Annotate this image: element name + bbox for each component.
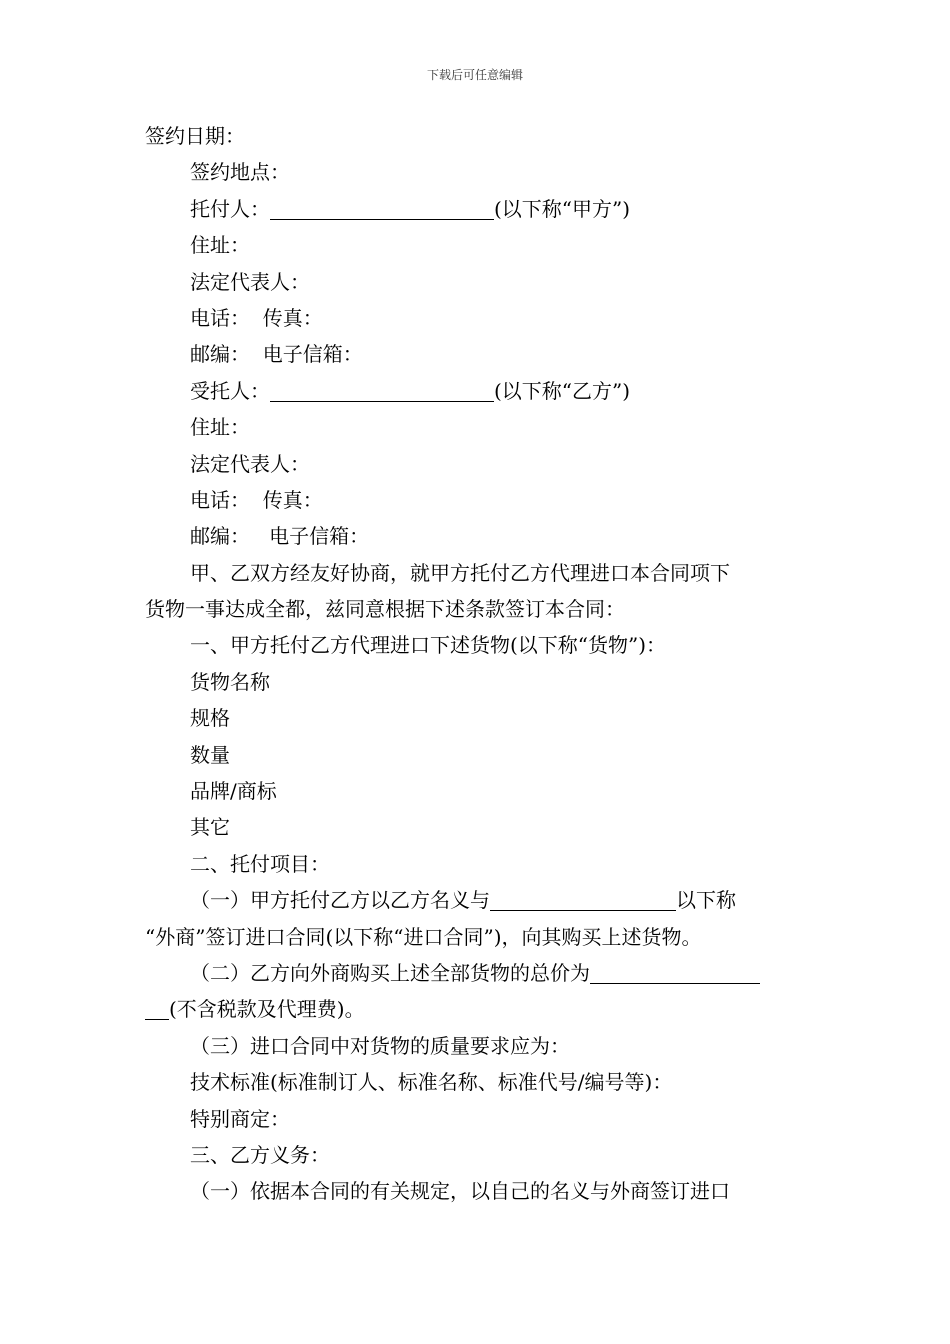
client-label: 托付人： bbox=[190, 196, 270, 221]
goods-qty-line: 数量 bbox=[190, 742, 230, 767]
item-1-text: （一）甲方托付乙方以乙方名义与 bbox=[190, 888, 490, 913]
client-name-blank[interactable] bbox=[270, 197, 494, 220]
intro-line-2: 货物一事达成全都，兹同意根据下述条款签订本合同： bbox=[145, 597, 625, 622]
item-3-line: （三）进口合同中对货物的质量要求应为： bbox=[190, 1033, 570, 1058]
item-2-text: （二）乙方向外商购买上述全部货物的总价为 bbox=[190, 960, 590, 985]
item-2-continuation bbox=[145, 991, 810, 1027]
trustee-line bbox=[145, 373, 810, 409]
trustee-address-line: 住址： bbox=[190, 415, 250, 440]
page-header-note: 下载后可任意编辑 bbox=[426, 68, 523, 82]
item-2-suffix: (不含税款及代理费)。 bbox=[169, 997, 365, 1022]
item-1-suffix: 以下称 bbox=[676, 888, 736, 913]
item-1-line bbox=[145, 882, 810, 918]
sign-date-line: 签约日期： bbox=[145, 124, 245, 148]
goods-brand-line: 品牌/商标 bbox=[190, 779, 277, 804]
section-3-title: 三、乙方义务： bbox=[190, 1142, 330, 1167]
duty-1-line: （一）依据本合同的有关规定，以自己的名义与外商签订进口 bbox=[190, 1179, 730, 1204]
section-1-title: 一、甲方托付乙方代理进口下述货物(以下称“货物”)： bbox=[190, 633, 667, 658]
client-phone-line: 电话： 传真： bbox=[190, 305, 323, 330]
intro-line-1: 甲、乙双方经友好协商，就甲方托付乙方代理进口本合同项下 bbox=[190, 560, 730, 585]
goods-other-line: 其它 bbox=[190, 815, 230, 840]
client-address-line: 住址： bbox=[190, 233, 250, 258]
total-price-blank-cont[interactable] bbox=[145, 997, 169, 1020]
special-agreement-line: 特别商定： bbox=[190, 1106, 290, 1131]
client-suffix: (以下称“甲方”) bbox=[494, 196, 631, 221]
client-post-line: 邮编： 电子信箱： bbox=[190, 342, 363, 367]
goods-name-line: 货物名称 bbox=[190, 669, 270, 694]
section-2-title: 二、托付项目： bbox=[190, 851, 330, 876]
foreign-party-blank[interactable] bbox=[490, 888, 676, 911]
sign-place-line: 签约地点： bbox=[190, 160, 290, 185]
trustee-name-blank[interactable] bbox=[270, 379, 494, 402]
item-1-continuation: “外商”签订进口合同(以下称“进口合同”)，向其购买上述货物。 bbox=[145, 924, 702, 949]
item-2-line bbox=[145, 955, 810, 991]
tech-standard-line: 技术标准(标准制订人、标准名称、标准代号/编号等)： bbox=[190, 1070, 673, 1095]
goods-spec-line: 规格 bbox=[190, 706, 230, 731]
trustee-suffix: (以下称“乙方”) bbox=[494, 378, 631, 403]
trustee-rep-line: 法定代表人： bbox=[190, 451, 310, 476]
client-line bbox=[145, 191, 810, 227]
trustee-label: 受托人： bbox=[190, 378, 270, 403]
trustee-post-line: 邮编： 电子信箱： bbox=[190, 524, 370, 549]
client-rep-line: 法定代表人： bbox=[190, 269, 310, 294]
total-price-blank[interactable] bbox=[590, 961, 760, 984]
contract-body bbox=[145, 118, 810, 1210]
trustee-phone-line: 电话： 传真： bbox=[190, 487, 323, 512]
